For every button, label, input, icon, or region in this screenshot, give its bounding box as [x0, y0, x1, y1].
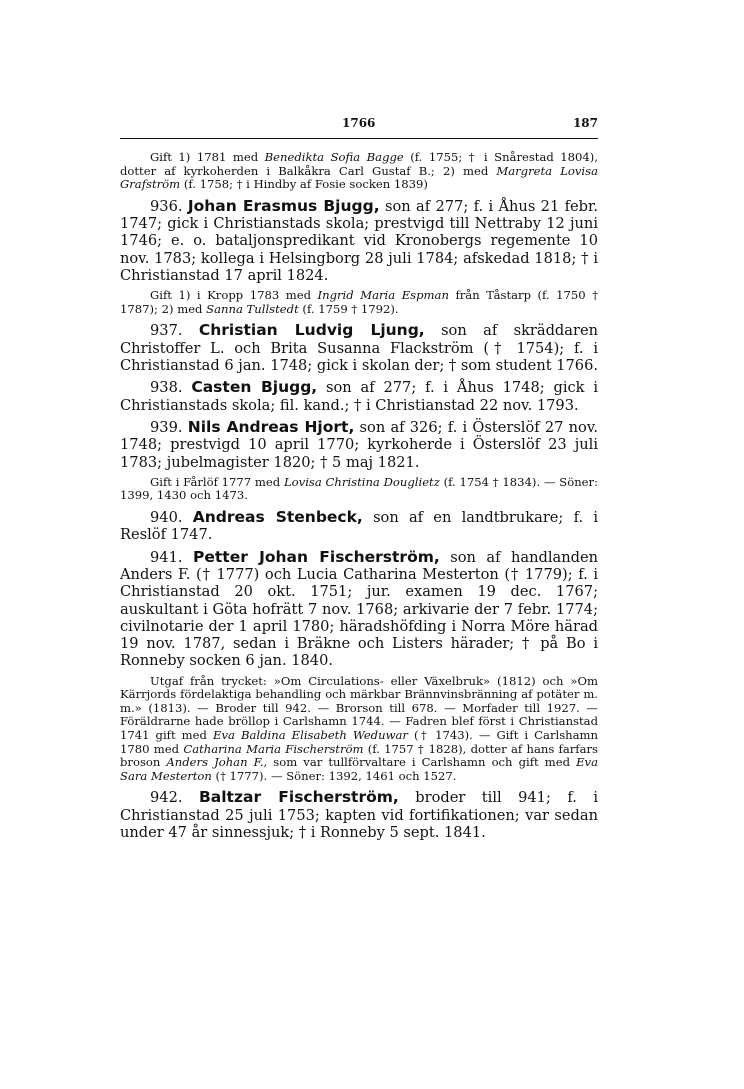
entry-number: 942.	[150, 789, 183, 807]
note-939: Gift i Fårlöf 1777 med Lovisa Christina Douglietz (f. 1754 † 1834). — Söner: 1399, 1430 och 1473.	[120, 474, 598, 503]
entry-938: 938. Casten Bjugg, son af 277; f. i Åhus 1748; gick i Christianstads skola; fil. kand.; † i Christianstad 22 nov. 1793.	[120, 378, 599, 414]
running-header	[120, 116, 598, 138]
header-year: 1766	[342, 116, 376, 130]
entry-number: 937.	[150, 322, 183, 340]
person-name: Petter Johan Fischerström,	[193, 547, 440, 566]
entry-number: 938.	[150, 379, 183, 397]
entry-942: 942. Baltzar Fischerström, broder till 941; f. i Christianstad 25 juli 1753; kapten vid fortifikationen; var sedan under 47 år sinnessjuk; † i Ronneby 5 sept. 1841.	[120, 788, 598, 842]
person-name: Baltzar Fischerström,	[198, 788, 399, 807]
entry-940: 940. Andreas Stenbeck, son af en landtbrukare; f. i Reslöf 1747.	[120, 508, 598, 544]
note-935-marriage: Gift 1) 1781 med Benedikta Sofia Bagge (f. 1755; † i Snårestad 1804), dotter af kyrkoherden i Balkåkra Carl Gustaf B.; 2) med Margreta Lovisa Grafström (f. 1758; † i Hindby af Fosie socken 1839)	[120, 150, 599, 192]
person-name: Andreas Stenbeck,	[192, 508, 363, 527]
entry-number: 941.	[150, 548, 183, 566]
header-rule	[120, 138, 598, 139]
person-name: Casten Bjugg,	[191, 378, 318, 397]
entry-number: 940.	[150, 509, 183, 527]
entry-936: 936. Johan Erasmus Bjugg, son af 277; f. i Åhus 21 febr. 1747; gick i Christianstads skola; prestvigd till Nettraby 12 juni 1746; e. o. bataljonspredikant vid Kronobergs regemente 10 nov. 1783; kollega i Helsingborg 28 juli 1784; afskedad 1818; † i Christianstad 17 april 1824.	[120, 196, 598, 284]
entry-number: 936.	[150, 197, 183, 215]
entry-939: 939. Nils Andreas Hjort, son af 326; f. i Österslöf 27 nov. 1748; prestvigd 10 april 1770; kyrkoherde i Österslöf 23 juli 1783; jubelmagister 1820; † 5 maj 1821.	[120, 417, 598, 471]
person-name: Nils Andreas Hjort,	[187, 417, 355, 436]
entry-number: 939.	[150, 418, 183, 436]
entry-937: 937. Christian Ludvig Ljung, son af skräddaren Christoffer L. och Brita Susanna Flackström († 1754); f. i Christianstad 6 jan. 1748; gick i skolan der; † som student 1766.	[120, 321, 598, 375]
person-name: Johan Erasmus Bjugg,	[187, 196, 380, 215]
page-number: 187	[572, 116, 598, 130]
book-page	[120, 116, 598, 846]
person-name: Christian Ludvig Ljung,	[198, 321, 425, 340]
note-936: Gift 1) i Kropp 1783 med Ingrid Maria Espman från Tåstarp (f. 1750 † 1787); 2) med Sanna Tullstedt (f. 1759 † 1792).	[120, 288, 598, 316]
note-941: Utgaf från trycket: »Om Circulations- eller Växelbruk» (1812) och »Om Kärrjords fördelaktiga behandling och märkbar Brännvinsbränning af potäter m. m.» (1813). — Broder till 942. — Brorson till 678. — Morfader till 1927. — Föräldrarne hade bröllop i Carlshamn 1744. — Fadren blef först i Christianstad 1741 gift med Eva Baldina Elisabeth Weduwar († 1743). — Gift i Carlshamn 1780 med Catharina Maria Fischerström (f. 1757 † 1828), dotter af hans farfars broson Anders Johan F., som var tullförvaltare i Carlshamn och gift med Eva Sara Mesterton († 1777). — Söner: 1392, 1461 och 1527.	[120, 673, 598, 783]
entry-941: 941. Petter Johan Fischerström, son af handlanden Anders F. († 1777) och Lucia Catharina Mesterton († 1779); f. i Christianstad 20 okt. 1751; jur. examen 19 dec. 1767; auskultant i Göta hofrätt 7 nov. 1768; arkivarie der 7 febr. 1774; civilnotarie der 1 april 1780; häradshöfding i Norra Möre härad 19 nov. 1787, sedan i Bräkne och Listers härader; † på Bo i Ronneby socken 6 jan. 1840.	[120, 547, 598, 670]
